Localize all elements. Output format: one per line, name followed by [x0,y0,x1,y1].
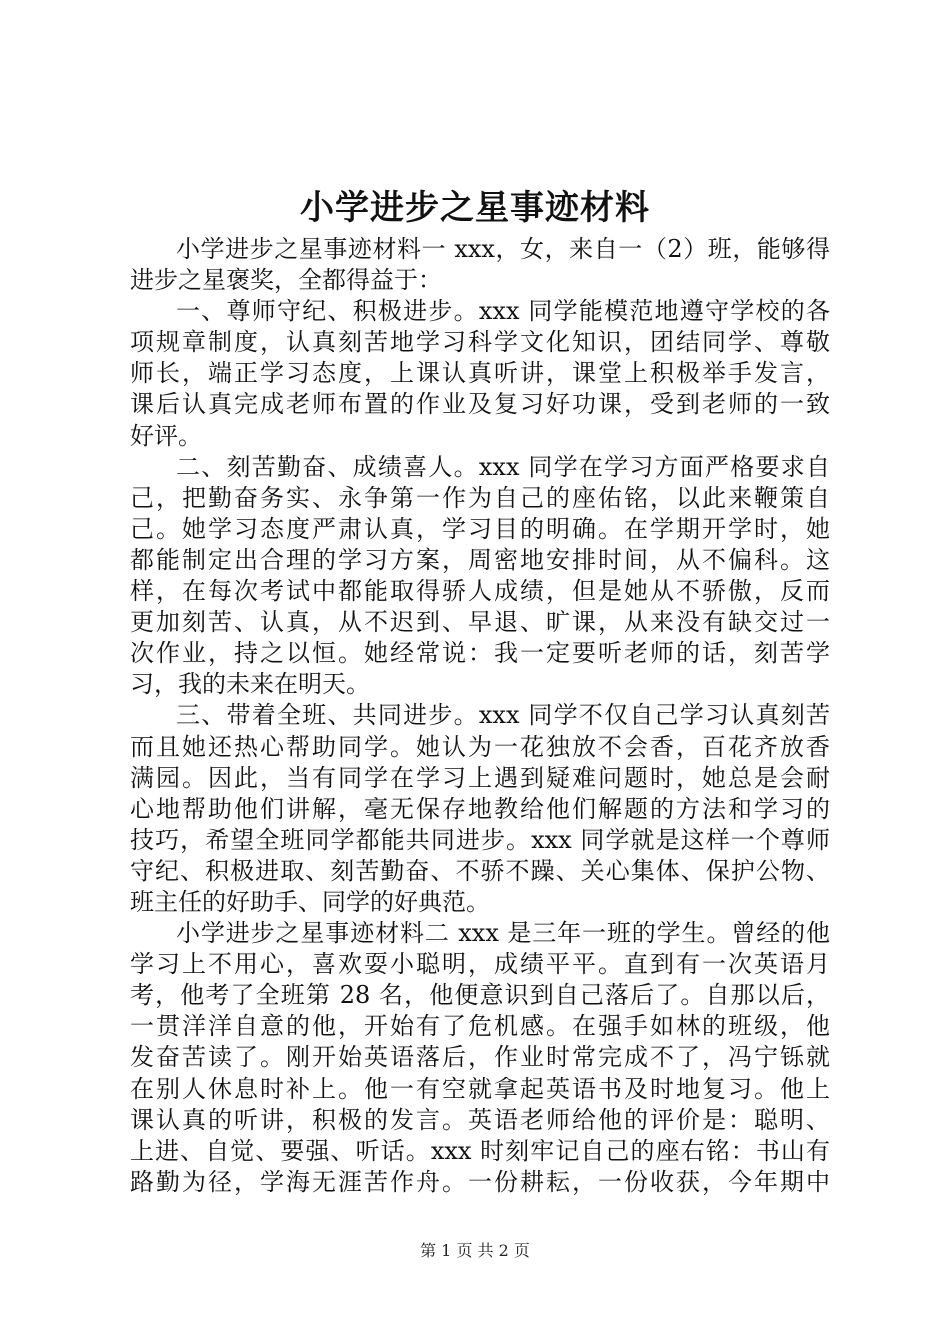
body-line: 师长，端正学习态度，上课认真听讲，课堂上积极举手发言， [130,359,830,388]
body-line: 小学进步之星事迹材料二 xxx 是三年一班的学生。曾经的他 [176,919,830,948]
body-line: 一、尊师守纪、积极进步。xxx 同学能模范地遵守学校的各 [176,297,830,326]
body-line: 次作业，持之以恒。她经常说：我一定要听老师的话，刻苦学 [130,639,830,668]
body-line: 进步之星褒奖，全都得益于： [130,266,442,295]
body-line: 上进、自觉、要强、听话。xxx 时刻牢记自己的座右铭：书山有 [130,1136,830,1165]
document-body [130,234,830,1198]
page-footer: 第 1 页 共 2 页 [420,1241,530,1260]
body-line: 都能制定出合理的学习方案，周密地安排时间，从不偏科。这 [130,545,830,574]
body-line: 好评。 [130,421,202,450]
body-line: 样，在每次考试中都能取得骄人成绩，但是她从不骄傲，反而 [130,577,830,606]
body-line: 一贯洋洋自意的他，开始有了危机感。在强手如林的班级，他 [130,1012,830,1041]
body-line: 在别人休息时补上。他一有空就拿起英语书及时地复习。他上 [130,1074,830,1103]
body-line: 三、带着全班、共同进步。xxx 同学不仅自己学习认真刻苦 [176,701,830,730]
body-line: 习，我的未来在明天。 [130,670,370,699]
body-line: 课认真的听讲，积极的发言。英语老师给他的评价是：聪明、 [130,1105,830,1134]
body-line: 己。她学习态度严肃认真，学习目的明确。在学期开学时，她 [130,514,830,543]
body-line: 守纪、积极进取、刻苦勤奋、不骄不躁、关心集体、保护公物、 [130,856,830,885]
body-line: 满园。因此，当有同学在学习上遇到疑难问题时，她总是会耐 [130,763,830,792]
body-line: 而且她还热心帮助同学。她认为一花独放不会香，百花齐放香 [130,732,830,761]
body-line: 路勤为径，学海无涯苦作舟。一份耕耘，一份收获，今年期中 [130,1167,830,1196]
body-line: 心地帮助他们讲解，毫无保存地教给他们解题的方法和学习的 [130,794,830,823]
body-line: 小学进步之星事迹材料一 xxx，女，来自一（2）班，能够得 [176,235,830,263]
body-line: 考，他考了全班第 28 名，他便意识到自己落后了。自那以后， [130,981,830,1010]
body-line: 更加刻苦、认真，从不迟到、早退、旷课，从来没有缺交过一 [130,608,830,637]
body-line: 课后认真完成老师布置的作业及复习好功课，受到老师的一致 [130,390,830,419]
body-line: 技巧，希望全班同学都能共同进步。xxx 同学就是这样一个尊师 [130,825,830,854]
document-title: 小学进步之星事迹材料 [300,188,650,228]
body-line: 学习上不用心，喜欢耍小聪明，成绩平平。直到有一次英语月 [130,950,830,979]
body-line: 班主任的好助手、同学的好典范。 [130,887,490,916]
body-line: 项规章制度，认真刻苦地学习科学文化知识，团结同学、尊敬 [130,328,830,357]
body-line: 己，把勤奋务实、永争第一作为自己的座佑铭，以此来鞭策自 [130,483,830,512]
body-line: 发奋苦读了。刚开始英语落后，作业时常完成不了，冯宁铄就 [130,1043,830,1072]
body-line: 二、刻苦勤奋、成绩喜人。xxx 同学在学习方面严格要求自 [176,452,830,481]
